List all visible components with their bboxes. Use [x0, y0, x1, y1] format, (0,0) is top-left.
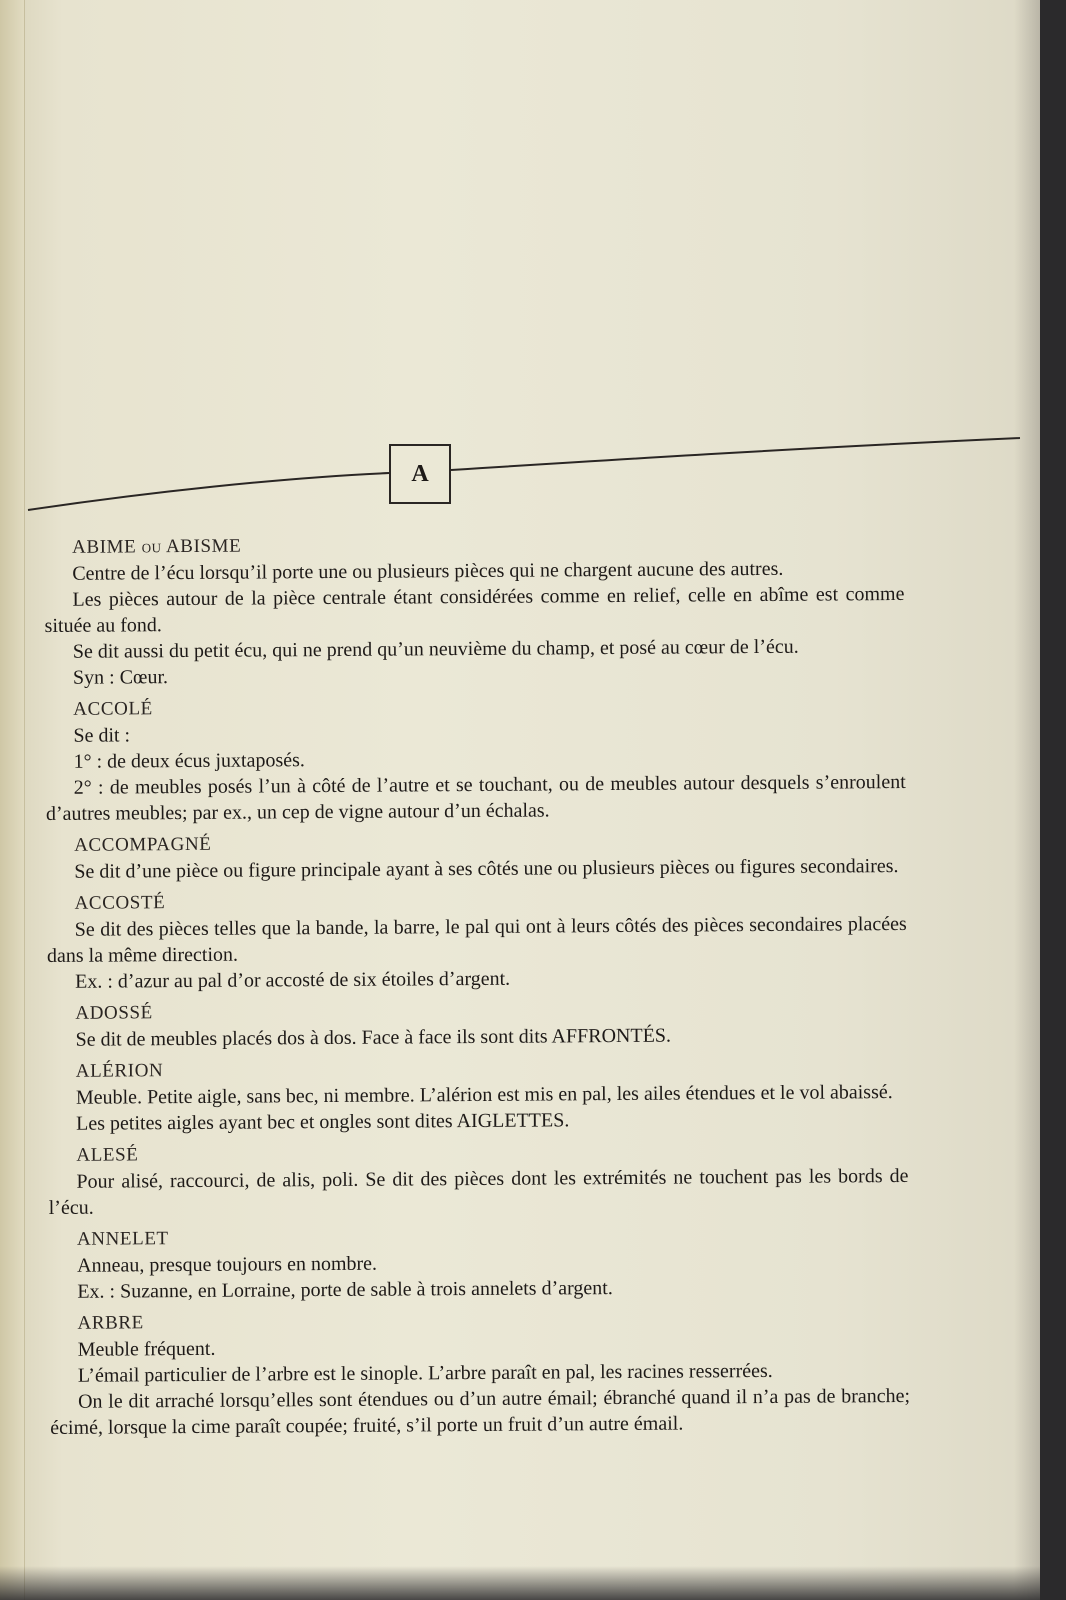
entry-text: Syn : Cœur.	[72, 666, 169, 689]
entry-text: Les pièces autour de la pièce centrale étant considérées comme en relief, celle en abîme est comme située au fond.	[44, 582, 905, 637]
entry-term: ABIME ou ABISME	[72, 535, 242, 558]
section-letter: A	[389, 444, 451, 504]
dictionary-entries	[44, 529, 910, 1447]
entry-text: Anneau, presque toujours en nombre.	[77, 1252, 378, 1277]
entry-text: Ex. : Suzanne, en Lorraine, porte de sable à trois annelets d’argent.	[77, 1277, 613, 1303]
entry-term: ALÉRION	[75, 1060, 164, 1082]
entry-text: Centre de l’écu lorsqu’il porte une ou plusieurs pièces qui ne chargent aucune des autres.	[72, 557, 784, 585]
entry-text: 2° : de meubles posés l’un à côté de l’autre et se touchant, ou de meubles autour desquels s’enroulent d’autres meubles; par ex., un cep de vigne autour d’un échalas.	[45, 770, 906, 825]
entry-text: Se dit des pièces telles que la bande, la barre, le pal qui ont à leurs côtés des pièces secondaires placées dans la même direction.	[46, 912, 907, 967]
entry-text: Meuble fréquent.	[77, 1337, 216, 1361]
entry-accoste	[46, 885, 907, 995]
entry-arbre	[49, 1305, 910, 1441]
entry-term: ACCOMPAGNÉ	[74, 833, 212, 856]
entry-text: Les petites aigles ayant bec et ongles sont dites AIGLETTES.	[76, 1109, 570, 1135]
entry-text: Ex. : d’azur au pal d’or accosté de six étoiles d’argent.	[75, 967, 511, 993]
entry-text: L’émail particulier de l’arbre est le sinople. L’arbre paraît en pal, les racines resserrées.	[77, 1359, 773, 1387]
entry-alerion	[48, 1053, 909, 1137]
entry-term: ARBRE	[77, 1312, 144, 1334]
entry-accompagne	[46, 827, 906, 885]
entry-accole	[45, 691, 906, 827]
entry-adosse	[47, 995, 907, 1053]
page-shadow	[1014, 0, 1040, 1600]
section-divider-rule	[0, 0, 1040, 560]
entry-term: ACCOLÉ	[73, 698, 153, 720]
background-surface	[0, 1566, 1066, 1600]
entry-term: ACCOSTÉ	[74, 892, 166, 914]
entry-text: Meuble. Petite aigle, sans bec, ni membre. L’alérion est mis en pal, les ailes étendues et le vol abaissé.	[75, 1081, 893, 1109]
entry-term: ALESÉ	[76, 1144, 139, 1166]
entry-abime	[44, 529, 905, 691]
entry-text: On le dit arraché lorsqu’elles sont étendues ou d’un autre émail; ébranché quand il n’a pas de branche; écimé, lorsque la cime paraît coupée; fruité, s’il porte un fruit d’un autre émail.	[50, 1384, 911, 1439]
entry-term: ANNELET	[76, 1228, 169, 1250]
entry-text: Pour alisé, raccourci, de alis, poli. Se dit des pièces dont les extrémités ne touchent pas les bords de l’écu.	[48, 1164, 909, 1219]
entry-annelet	[49, 1221, 910, 1305]
entry-text: Se dit d’une pièce ou figure principale ayant à ses côtés une ou plusieurs pièces ou figures secondaires.	[74, 855, 899, 883]
entry-text: Se dit aussi du petit écu, qui ne prend qu’un neuvième du champ, et posé au cœur de l’écu.	[72, 635, 799, 663]
entry-term: ADOSSÉ	[75, 1002, 153, 1024]
entry-text: Se dit de meubles placés dos à dos. Face à face ils sont dits AFFRONTÉS.	[75, 1024, 672, 1051]
entry-alese	[48, 1137, 909, 1221]
entry-text: Se dit :	[73, 724, 131, 747]
entry-text: 1° : de deux écus juxtaposés.	[73, 749, 305, 773]
